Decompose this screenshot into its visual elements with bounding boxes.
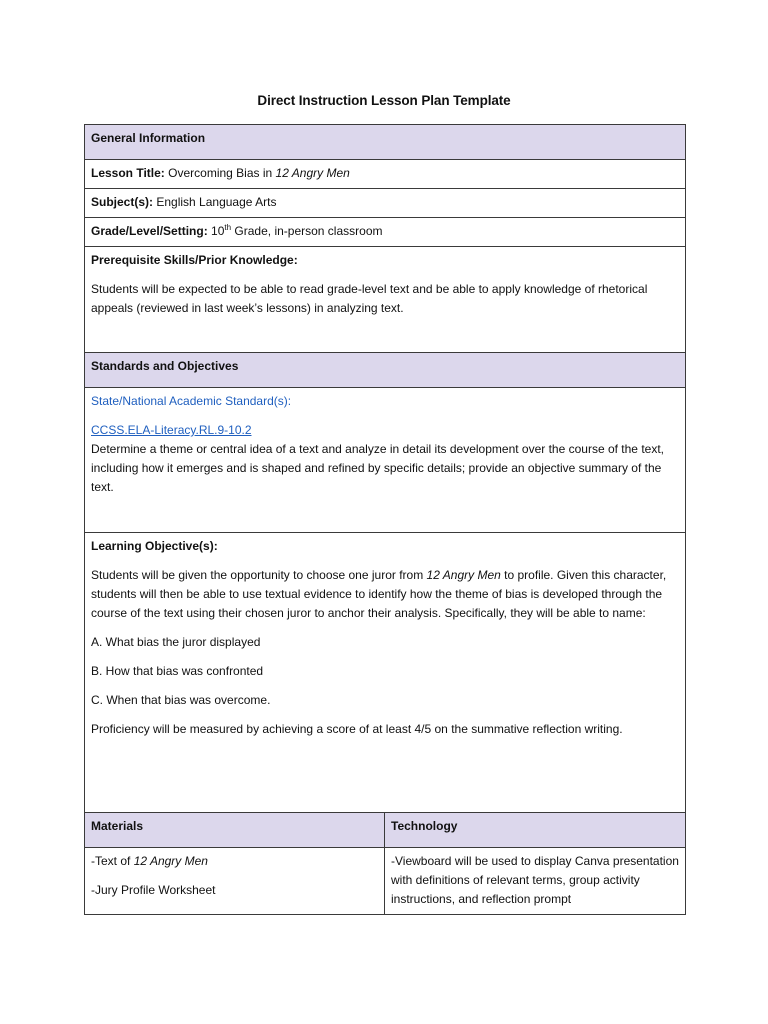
- lesson-title-prefix: Overcoming Bias in: [168, 166, 273, 180]
- technology-heading: Technology: [385, 813, 686, 848]
- prereq-text: Students will be expected to be able to read grade-level text and be able to apply knowledge of rhetorical appeals (reviewed in last week’s lessons) in analyzing text.: [91, 282, 648, 315]
- lesson-title-cell: [85, 160, 686, 189]
- lesson-title-row: [85, 160, 686, 189]
- objectives-label: Learning Objective(s):: [91, 539, 218, 553]
- objective-item-a: A. What bias the juror displayed: [91, 635, 261, 649]
- material-item-1-prefix: -Text of: [91, 854, 131, 868]
- grade-label: Grade/Level/Setting:: [91, 224, 208, 238]
- lesson-title-label: Lesson Title:: [91, 166, 165, 180]
- state-standard-label: State/National Academic Standard(s):: [91, 394, 292, 408]
- materials-heading: Materials: [85, 813, 385, 848]
- technology-text: -Viewboard will be used to display Canva presentation with definitions of relevant terms, group activity instructions, and reflection prompt: [391, 854, 679, 906]
- objectives-cell: [85, 533, 686, 813]
- lesson-title-work: 12 Angry Men: [275, 166, 350, 180]
- section-heading: General Information: [85, 125, 686, 160]
- technology-cell: [385, 848, 686, 915]
- objectives-intro-a: Students will be given the opportunity to choose one juror from: [91, 568, 424, 582]
- subjects-cell: [85, 189, 686, 218]
- material-item-1: [91, 852, 378, 871]
- general-info-header-row: [85, 125, 686, 160]
- section-heading: Standards and Objectives: [85, 353, 686, 388]
- objective-item-c: C. When that bias was overcome.: [91, 693, 271, 707]
- prereq-cell: [85, 247, 686, 353]
- objectives-work: 12 Angry Men: [426, 568, 501, 582]
- standard-code-link[interactable]: CCSS.ELA-Literacy.RL.9-10.2: [91, 423, 252, 437]
- standard-text: Determine a theme or central idea of a text and analyze in detail its development over the course of the text, including how it emerges and is shaped and refined by specific details; provide an objective summary of the text.: [91, 442, 664, 494]
- standards-header-row: [85, 353, 686, 388]
- materials-tech-row: [85, 848, 686, 915]
- materials-tech-header-row: [85, 813, 686, 848]
- objectives-row: [85, 533, 686, 813]
- grade-suffix: th: [224, 223, 232, 232]
- standards-cell: [85, 388, 686, 533]
- subjects-row: [85, 189, 686, 218]
- grade-row: [85, 218, 686, 247]
- proficiency-text: Proficiency will be measured by achieving a score of at least 4/5 on the summative reflection writing.: [91, 722, 623, 736]
- prereq-row: [85, 247, 686, 353]
- materials-cell: [85, 848, 385, 915]
- grade-num: 10: [211, 224, 225, 238]
- prereq-label: Prerequisite Skills/Prior Knowledge:: [91, 253, 298, 267]
- subjects-label: Subject(s):: [91, 195, 154, 209]
- grade-rest: Grade, in-person classroom: [234, 224, 383, 238]
- objectives-text: [91, 566, 679, 623]
- standards-row: [85, 388, 686, 533]
- objective-item-b: B. How that bias was confronted: [91, 664, 264, 678]
- objectives-intro-b: to profile. Given this character, students will then be able to use textual evidence to identify how the theme of bias is developed through the course of the text using their chosen juror to anchor their analysis. Specifically, they will be able to name:: [91, 568, 667, 620]
- document-title: Direct Instruction Lesson Plan Template: [257, 93, 511, 108]
- material-item-1-work: 12 Angry Men: [133, 854, 208, 868]
- grade-cell: [85, 218, 686, 247]
- subjects-value: English Language Arts: [156, 195, 277, 209]
- lesson-plan-table: [84, 124, 686, 915]
- material-item-2: -Jury Profile Worksheet: [91, 883, 216, 897]
